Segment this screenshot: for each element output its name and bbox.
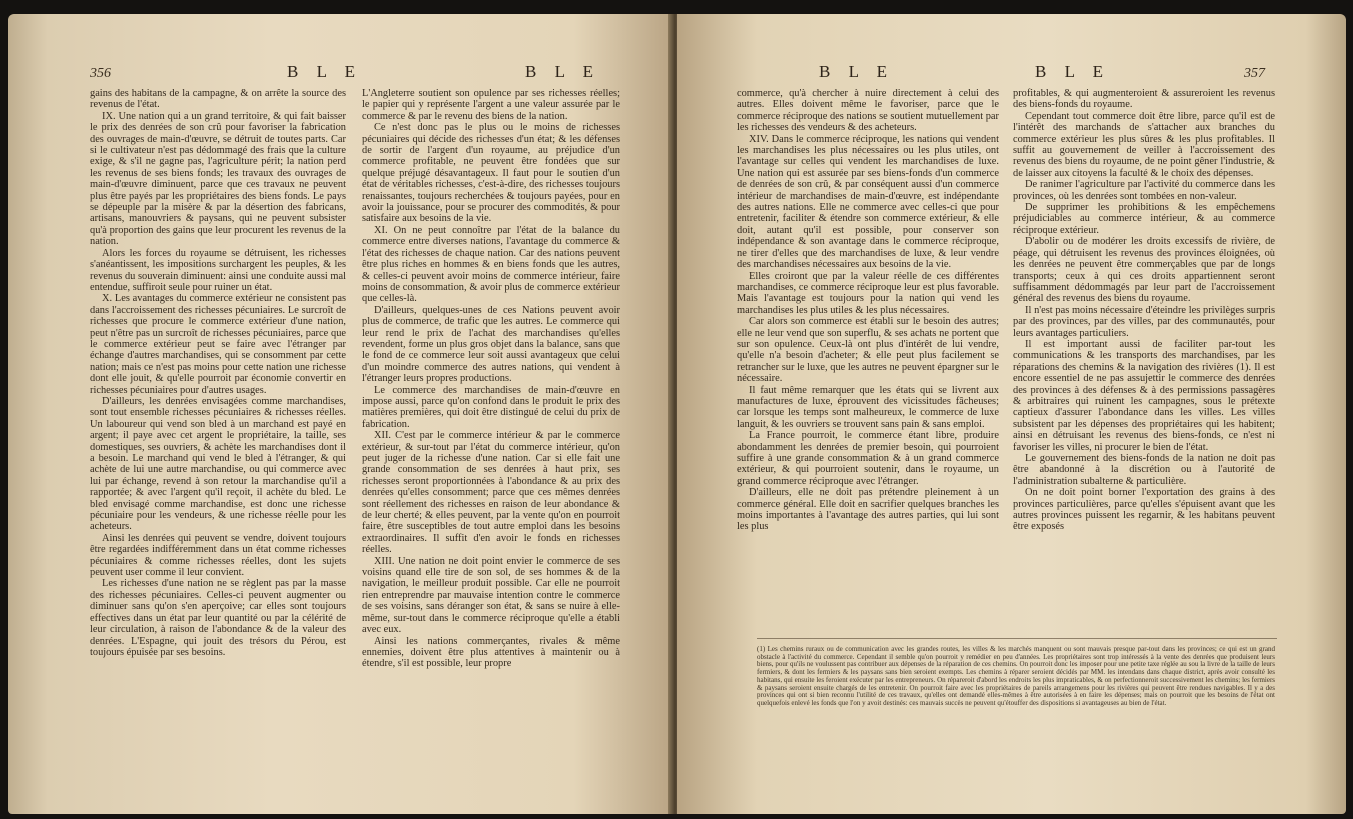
paragraph: Le commerce des marchandises de main-d'œuvre en impose aussi, parce qu'on confond dans le produit le prix des matières premières, qui doit être distingué de celui du prix de fabrication. bbox=[362, 384, 620, 430]
paragraph: D'ailleurs, quelques-unes de ces Nations peuvent avoir plus de commerce, de trafic que les autres. Le commerce qui leur rend le prix de l'achat des marchandises qu'elles revendent, forme un plus gros objet dans la balance, sans que le fond de ce commerce leur soit aussi avantageux que celui d'un moindre commerce des autres nations, qui vendent à l'étranger leurs propres productions. bbox=[362, 304, 620, 385]
paragraph: Ainsi les nations commerçantes, rivales & même ennemies, doivent être plus attentives à maintenir ou à étendre, s'il est possible, leur propre bbox=[362, 635, 620, 670]
paragraph: Ce n'est donc pas le plus ou le moins de richesses pécuniaires qui décide des richesses d'un état; & les défenses de sortir de l'argent d'un royaume, au préjudice d'un commerce profitable, ne peuvent être fondées que sur quelque préjugé désavantageux. Il faut pour le soutien d'un état de véritables richesses, c'est-à-dire, des richesses toujours renaissantes, toujours recherchées & toujours payées, pour en avoir la jouissance, pour se procurer des commodités, & pour satisfaire aux besoins de la vie. bbox=[362, 122, 620, 225]
paragraph: De ranimer l'agriculture par l'activité du commerce dans les provinces, où les denrées sont tombées en non-valeur. bbox=[1013, 179, 1275, 202]
paragraph: De supprimer les prohibitions & les empêchemens préjudiciables au commerce intérieur, & au commerce réciproque extérieur. bbox=[1013, 202, 1275, 236]
footnote: (1) Les chemins ruraux ou de communication avec les grandes routes, les villes & les marchés manquent ou sont mauvais presque par-tout dans les provinces; ce qui est un grand obstacle à l'activité du commerce. Cependant il semble qu'on pourroit y remédier en peu d'années. Les propriétaires sont trop intéressés à la vente des denrées que produisent leurs biens, pour qu'ils ne voulussent pas contribuer aux dépenses de la réparation de ces chemins. On pourroit donc les imposer pour une petite taxe réglée au sou la livre de la taille de leurs fermiers, & dont les fermiers & les paysans sans bien seroient exempts. Les chemins à réparer seroient décidés par MM. les intendans dans chaque district, après avoir consulté les habitans, qui ensuite les feroient exécuter par les entrepreneurs. On répareroit d'abord les endroits les plus impraticables, & on perfectionneroit successivement les chemins; les fermiers & paysans seroient ensuite chargés de les entretenir. On pourroit faire avec les propriétaires de pareils arrangemens pour les rivières qui peuvent être rendues navigables. Il y a des provinces qui ont si bien reconnu l'utilité de ces travaux, qu'elles ont demandé elles-mêmes à être autorisées à en faire les dépenses; mais on pourroit que les besoins de l'état ont quelquefois enlevé les fonds que l'on y avoit destinés: ces mauvais succès ne peuvent qu'étouffer des dispositions si avantageuses au bien de l'état. bbox=[757, 645, 1275, 707]
page-number: 357 bbox=[1244, 66, 1265, 81]
paragraph: commerce, qu'à chercher à nuire directement à celui des autres. Elles doivent même le favoriser, parce que le commerce réciproque des nations se soutient mutuellement par les richesses des vendeurs & des acheteurs. bbox=[737, 88, 999, 134]
paragraph: L'Angleterre soutient son opulence par ses richesses réelles; le papier qui y représente l'argent a une valeur assurée par le commerce & par le revenu des biens de la nation. bbox=[362, 88, 620, 122]
running-head: B L E bbox=[287, 62, 362, 81]
paragraph: D'ailleurs, elle ne doit pas prétendre pleinement à un commerce général. Elle doit en sacrifier quelques branches les moins importantes à l'avantage des autres parties, qui lui sont les plus bbox=[737, 487, 999, 533]
page-number: 356 bbox=[90, 66, 111, 81]
text-column-right-1 bbox=[737, 88, 999, 608]
paragraph: XI. On ne peut connoître par l'état de la balance du commerce entre diverses nations, l'avantage du commerce & l'état des richesses de chaque nation. Car des nations peuvent être plus riches en hommes & en biens fonds que les autres, & celles-ci peuvent avoir moins de commerce intérieur, faire moins de consommation, & avoir plus de commerce extérieur que celles-là. bbox=[362, 224, 620, 305]
paragraph: X. Les avantages du commerce extérieur ne consistent pas dans l'accroissement des richesses pécuniaires. Le surcroît de richesses que procure le commerce extérieur d'une nation, peut n'être pas un surcroît de richesses pécuniaires, parce que le commerce extérieur peut se faire avec l'étranger par échange d'autres marchandises, qui se consomment par cette nation; mais ce n'est pas moins pour cette nation une richesse dont elle jouit, & qu'elle pourroit par économie convertir en richesses pécuniaires pour d'autres usages. bbox=[90, 293, 346, 396]
open-book bbox=[8, 14, 1346, 814]
paragraph: Il faut même remarquer que les états qui se livrent aux manufactures de luxe, éprouvent des vicissitudes fâcheuses; car lorsque les temps sont malheureux, le commerce de luxe languit, & les ouvriers se trouvent sans pain & sans emploi. bbox=[737, 384, 999, 430]
paragraph: XII. C'est par le commerce intérieur & par le commerce extérieur, & sur-tout par l'état du commerce intérieur, qu'on peut juger de la richesse d'une nation. Car si elle fait une grande consommation de ses denrées à haut prix, ses richesses seront proportionnées à l'abondance & au prix des denrées qu'elles consomment; parce que ces mêmes denrées sont réellement des richesses en raison de leur abondance & de leur cherté; & elles peuvent, par la vente qu'on en pourroit faire, être susceptibles de tout autre emploi dans les besoins extraordinaires. Il suffit d'en avoir le fonds en richesses réelles. bbox=[362, 430, 620, 556]
running-head: B L E bbox=[819, 62, 894, 81]
paragraph: Ainsi les denrées qui peuvent se vendre, doivent toujours être regardées indifféremment dans un état comme richesses pécuniaires & comme richesses réelles, dont les sujets peuvent user comme il leur convient. bbox=[90, 532, 346, 579]
text-column-left-1 bbox=[90, 88, 346, 658]
left-page bbox=[8, 14, 673, 814]
paragraph: Alors les forces du royaume se détruisent, les richesses s'anéantissent, les impositions surchargent les peuples, & les revenus du souverain diminuent: ainsi une conduite aussi mal entendue, suffiroit seule pour ruiner un état. bbox=[90, 247, 346, 293]
paragraph: Car alors son commerce est établi sur le besoin des autres; elle ne leur vend que son superflu, & ses achats ne portent que sur son opulence. Ceux-là ont plus d'intérêt de lui vendre, qu'elle n'a besoin d'acheter; & elle peut plus facilement se retrancher sur le luxe, que les autres ne peuvent épargner sur le nécessaire. bbox=[737, 316, 999, 385]
paragraph: XIII. Une nation ne doit point envier le commerce de ses voisins quand elle tire de son sol, de ses hommes & de la navigation, le meilleur produit possible. Car elle ne pourroit rien entreprendre par mauvaise intention contre le commerce de ses voisins, sans déranger son état, & sans se nuire à elle-même, sur-tout dans le commerce réciproque qu'elle a établi avec eux. bbox=[362, 555, 620, 636]
paragraph: IX. Une nation qui a un grand territoire, & qui fait baisser le prix des denrées de son crû pour favoriser la fabrication des ouvrages de main-d'œuvre, se détruit de toutes parts. Car si le cultivateur n'est pas dédommagé des frais que la culture exige, & s'il ne gagne pas, l'agriculture périt; la nation perd les revenus de ses biens fonds; les travaux des ouvrages de main-d'œuvre diminuent, parce que ces travaux ne peuvent plus être payés par les propriétaires des biens fonds. Le pays se dépeuple par la misère & par la désertion des fabricans, artisans, manouvriers & paysans, qui ne peuvent subsister qu'à proportion des gains que leur procurent les revenus de la nation. bbox=[90, 110, 346, 248]
paragraph: La France pourroit, le commerce étant libre, produire abondamment les denrées de premier besoin, qui pourroient suffire à une grande consommation & à un grand commerce extérieur, & qui pourroient soutenir, dans le royaume, un grand commerce réciproque avec l'étranger. bbox=[737, 430, 999, 487]
running-head: B L E bbox=[1035, 62, 1110, 81]
paragraph: Le gouvernement des biens-fonds de la nation ne doit pas être abandonné à la discrétion ou à l'autorité de l'administration subalterne & particulière. bbox=[1013, 453, 1275, 487]
paragraph: D'ailleurs, les denrées envisagées comme marchandises, sont tout ensemble richesses pécuniaires & richesses réelles. Un laboureur qui vend son bled à un marchand est payé en argent; il paye avec cet argent le propriétaire, la taille, ses domestiques, ses ouvriers, & achète les marchandises dont il a besoin. Le marchand qui vend le bled à l'étranger, & qui achète de lui une autre marchandise, ou qui commerce avec lui par échange, revend à son retour la marchandise qu'il a rapportée; & avec l'argent qu'il reçoit, il achète du bled. Le bled envisagé comme marchandise, est donc une richesse pécuniaire pour les vendeurs, & une richesse réelle pour les acheteurs. bbox=[90, 395, 346, 533]
paragraph: profitables, & qui augmenteroient & assureroient les revenus des biens-fonds du royaume. bbox=[1013, 88, 1275, 111]
paragraph: Elles croiront que par la valeur réelle de ces différentes marchandises, ce commerce réciproque leur est plus favorable. Mais l'avantage est toujours pour la nation qui vend les marchandises les plus utiles & les plus nécessaires. bbox=[737, 270, 999, 316]
footnote-divider bbox=[757, 638, 1277, 639]
right-page bbox=[677, 14, 1346, 814]
paragraph: XIV. Dans le commerce réciproque, les nations qui vendent les marchandises les plus nécessaires ou les plus utiles, ont l'avantage sur celles qui vendent les marchandises de luxe. Une nation qui est assurée par ses biens-fonds d'un commerce de denrées de son crû, & par conséquent aussi d'un commerce intérieur de marchandises de main-d'œuvre, est indépendante des autres nations. Elle ne commerce avec celles-ci que pour entretenir, faciliter & étendre son commerce extérieur, & elle doit, autant qu'il est possible, pour conserver son indépendance & son avantage dans le commerce réciproque, ne tirer d'elles que des marchandises de luxe, & leur vendre des marchandises nécessaires aux besoins de la vie. bbox=[737, 133, 999, 271]
text-column-right-2 bbox=[1013, 88, 1275, 608]
running-head: B L E bbox=[525, 62, 600, 81]
paragraph: On ne doit point borner l'exportation des grains à des provinces particulières, parce qu'elles s'épuisent avant que les autres provinces puissent les regarnir, & les habitans peuvent être exposés bbox=[1013, 487, 1275, 533]
paragraph: Cependant tout commerce doit être libre, parce qu'il est de l'intérêt des marchands de s'attacher aux branches du commerce extérieur les plus sûres & les plus profitables. Il suffit au gouvernement de veiller à l'accroissement des revenus des biens du royaume, de ne point gêner l'industrie, & de laisser aux citoyens la faculté & le choix des dépenses. bbox=[1013, 110, 1275, 179]
paragraph: Il est important aussi de faciliter par-tout les communications & les transports des marchandises, par les réparations des chemins & la navigation des rivières (1). Il est encore essentiel de ne pas assujettir le commerce des denrées des provinces à des défenses & à des permissions passagères & arbitraires qui ruinent les campagnes, sous le prétexte captieux d'assurer l'abondance dans les villes. Les villes subsistent par les dépenses des propriétaires qui les habitent; ainsi en détruisant les revenus des biens-fonds, ce n'est ni favoriser les villes, ni procurer le bien de l'état. bbox=[1013, 338, 1275, 453]
paragraph: Les richesses d'une nation ne se règlent pas par la masse des richesses pécuniaires. Celles-ci peuvent augmenter ou diminuer sans qu'on s'en aperçoive; car elles sont toujours effectives dans un état par leur quantité ou par la célérité de leur circulation, à raison de l'abondance & de la valeur des denrées. L'Espagne, qui jouit des trésors du Pérou, est toujours épuisée par ses besoins. bbox=[90, 578, 346, 658]
paragraph: Il n'est pas moins nécessaire d'éteindre les privilèges surpris par des provinces, par des villes, par des communautés, pour leurs avantages particuliers. bbox=[1013, 304, 1275, 339]
paragraph: D'abolir ou de modérer les droits excessifs de rivière, de péage, qui détruisent les revenus des provinces éloignées, où les denrées ne peuvent être commerçables que par de longs transports; ceux à qui ces droits appartiennent seront suffisamment dédommagés par leur part de l'accroissement général des revenus des biens du royaume. bbox=[1013, 236, 1275, 305]
paragraph: gains des habitans de la campagne, & on arrête la source des revenus de l'état. bbox=[90, 88, 346, 111]
text-column-left-2 bbox=[362, 88, 620, 670]
